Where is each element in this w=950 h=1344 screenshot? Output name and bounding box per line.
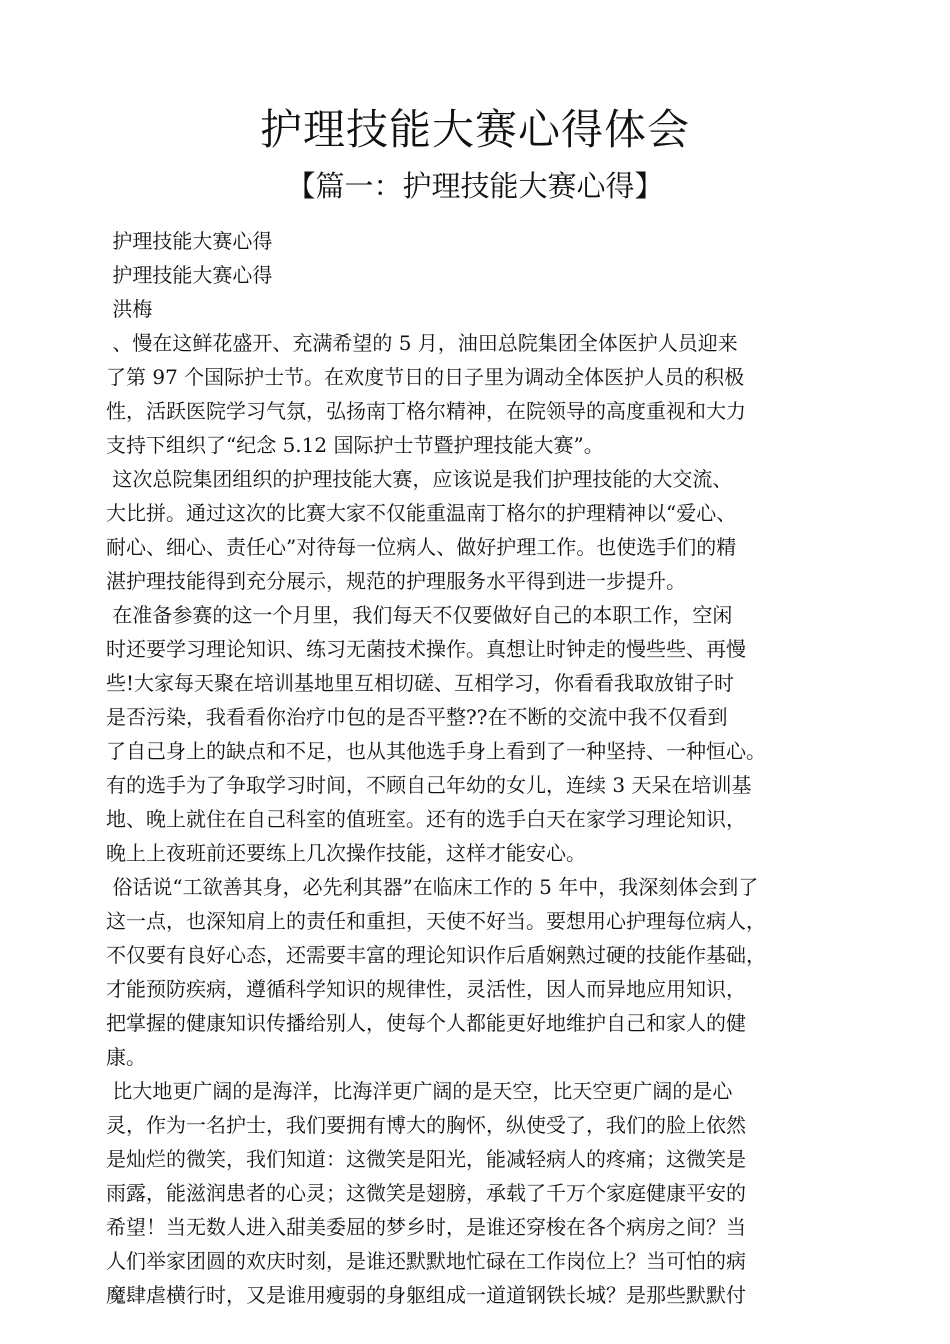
text-line: 是否污染，我看看你治疗巾包的是否平整??在不断的交流中我不仅看到 <box>106 705 728 729</box>
text-line: 是灿烂的微笑，我们知道：这微笑是阳光，能减轻病人的疼痛；这微笑是 <box>106 1147 746 1171</box>
text-line: 这一点，也深知肩上的责任和重担，天使不好当。要想用心护理每位病人， <box>106 909 766 933</box>
text-line: 护理技能大赛心得 <box>106 229 273 253</box>
text-line: 性，活跃医院学习气氛，弘扬南丁格尔精神，在院领导的高度重视和大力 <box>106 399 746 423</box>
text-line: 魔肆虐横行时，又是谁用瘦弱的身躯组成一道道钢铁长城？是那些默默付 <box>106 1283 746 1307</box>
text-line: 支持下组织了“纪念 5.12 国际护士节暨护理技能大赛”。 <box>106 433 604 457</box>
text-line: 把掌握的健康知识传播给别人，使每个人都能更好地维护自己和家人的健 <box>106 1011 746 1035</box>
text-line: 地、晚上就住在自己科室的值班室。还有的选手白天在家学习理论知识， <box>106 807 746 831</box>
text-line: 俗话说“工欲善其身，必先利其器”在临床工作的 5 年中，我深刻体会到了 <box>106 875 759 899</box>
text-line: 有的选手为了争取学习时间，不顾自己年幼的女儿，连续 3 天呆在培训基 <box>106 773 752 797</box>
text-line: 在准备参赛的这一个月里，我们每天不仅要做好自己的本职工作，空闲 <box>106 603 733 627</box>
text-line: 希望！当无数人进入甜美委屈的梦乡时，是谁还穿梭在各个病房之间？当 <box>106 1215 746 1239</box>
text-line: 康。 <box>106 1045 146 1069</box>
text-line: 湛护理技能得到充分展示，规范的护理服务水平得到进一步提升。 <box>106 569 686 593</box>
text-line: 耐心、细心、责任心”对待每一位病人、做好护理工作。也使选手们的精 <box>106 535 737 559</box>
text-line: 些!大家每天聚在培训基地里互相切磋、互相学习，你看看我取放钳子时 <box>106 671 735 695</box>
text-line: 灵，作为一名护士，我们要拥有博大的胸怀，纵使受了，我们的脸上依然 <box>106 1113 746 1137</box>
text-line: 晚上上夜班前还要练上几次操作技能，这样才能安心。 <box>106 841 586 865</box>
text-line: 比大地更广阔的是海洋，比海洋更广阔的是天空，比天空更广阔的是心 <box>106 1079 733 1103</box>
text-line: 人们举家团圆的欢庆时刻，是谁还默默地忙碌在工作岗位上？当可怕的病 <box>106 1249 746 1273</box>
text-line: 了第 97 个国际护士节。在欢度节日的日子里为调动全体医护人员的积极 <box>106 365 745 389</box>
text-line: 、慢在这鲜花盛开、充满希望的 5 月，油田总院集团全体医护人员迎来 <box>106 331 738 355</box>
text-line: 不仅要有良好心态，还需要丰富的理论知识作后盾娴熟过硬的技能作基础， <box>106 943 766 967</box>
document-title: 护理技能大赛心得体会 <box>259 105 690 154</box>
text-line: 这次总院集团组织的护理技能大赛，应该说是我们护理技能的大交流、 <box>106 467 733 491</box>
document-body <box>106 224 866 1312</box>
text-line: 洪梅 <box>106 297 153 321</box>
text-line: 护理技能大赛心得 <box>106 263 273 287</box>
document-subtitle: 【篇一：护理技能大赛心得】 <box>286 169 664 203</box>
text-line: 才能预防疾病，遵循科学知识的规律性，灵活性，因人而异地应用知识， <box>106 977 746 1001</box>
text-line: 大比拼。通过这次的比赛大家不仅能重温南丁格尔的护理精神以“爱心、 <box>106 501 737 525</box>
text-line: 雨露，能滋润患者的心灵；这微笑是翅膀，承载了千万个家庭健康平安的 <box>106 1181 746 1205</box>
text-line: 时还要学习理论知识、练习无菌技术操作。真想让时钟走的慢些些、再慢 <box>106 637 746 661</box>
text-line: 了自己身上的缺点和不足，也从其他选手身上看到了一种坚持、一种恒心。 <box>106 739 766 763</box>
